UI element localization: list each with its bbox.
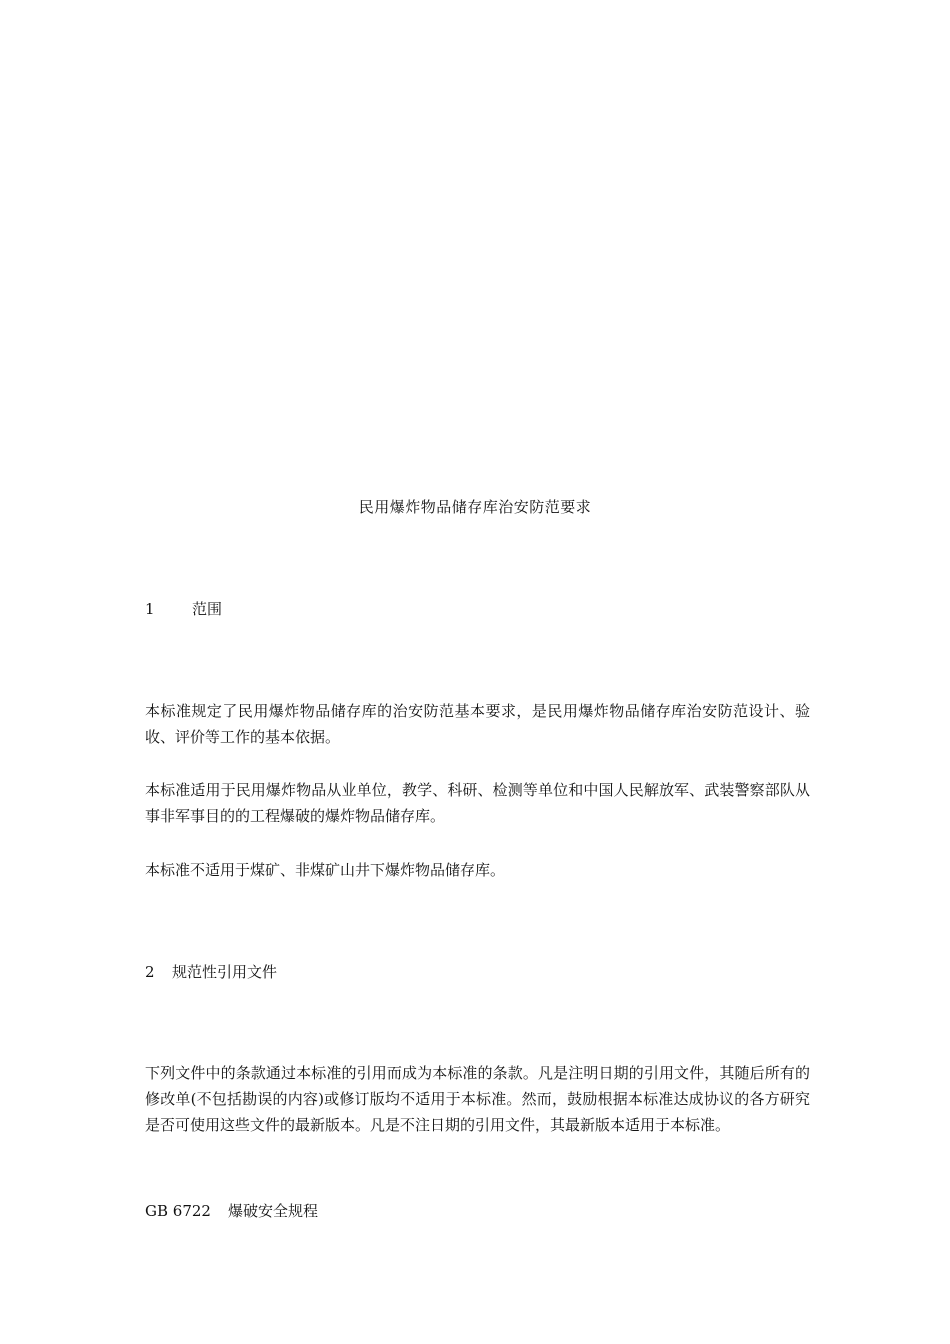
- section-1-paragraph-1: 本标准规定了民用爆炸物品储存库的治安防范基本要求，是民用爆炸物品储存库治安防范设计、验收、评价等工作的基本依据。: [145, 702, 810, 746]
- section-2-paragraph-1: 下列文件中的条款通过本标准的引用而成为本标准的条款。凡是注明日期的引用文件，其随后所有的修改单(不包括勘误的内容)或修订版均不适用于本标准。然而，鼓励根据本标准达成协议的各方研究是否可使用这些文件的最新版本。凡是不注日期的引用文件，其最新版本适用于本标准。: [145, 1064, 810, 1134]
- reference-name: 爆破安全规程: [228, 1202, 319, 1220]
- document-title: 民用爆炸物品储存库治安防范要求: [358, 498, 592, 516]
- section-1-paragraph-3: 本标准不适用于煤矿、非煤矿山井下爆炸物品储存库。: [145, 861, 506, 879]
- section-1-paragraph-2: 本标准适用于民用爆炸物品从业单位，教学、科研、检测等单位和中国人民解放军、武装警察部队从事非军事目的的工程爆破的爆炸物品储存库。: [145, 781, 810, 825]
- section-1-heading: [145, 598, 222, 619]
- section-2-heading: [145, 961, 277, 982]
- section-2-number: 2: [145, 963, 155, 981]
- section-2-title: 规范性引用文件: [172, 963, 278, 981]
- section-1-number: 1: [145, 600, 155, 618]
- section-1-title: 范围: [192, 600, 223, 618]
- reference-item: [145, 1200, 318, 1221]
- reference-code: GB 6722: [145, 1202, 211, 1220]
